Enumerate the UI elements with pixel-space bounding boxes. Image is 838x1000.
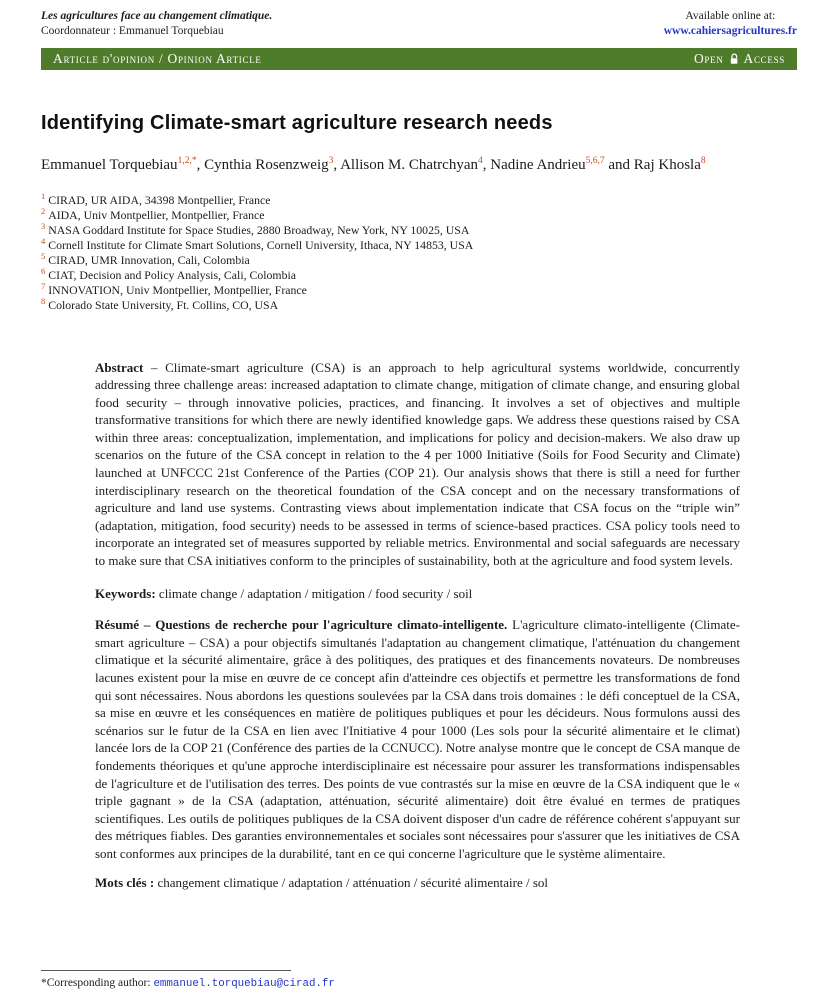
masthead-left (41, 9, 272, 39)
corresponding-author-footnote (41, 970, 335, 992)
open-access-lock-icon (729, 53, 739, 65)
mots-cles-text: changement climatique / adaptation / atténuation / sécurité alimentaire / sol (157, 874, 549, 890)
corresponding-author-line (41, 976, 335, 992)
affiliation-item: $^8$ Colorado State University, Ft. Collins, CO, USA (41, 295, 279, 312)
affiliation-item: $^1$ CIRAD, UR AIDA, 34398 Montpellier, France (41, 190, 271, 207)
abstract-text: – Climate-smart agriculture (CSA) is an approach to help agricultural systems worldwide, concurrently addressing three challenge areas: increased adaptation to climate change, mitigation of climate change, and ensuring global food security – through innovative policies, practices, and financing. It involves a set of objectives and multiple transformative transitions for which there are newly identified knowledge gaps. We address these questions raised by CSA within three areas: conceptualization, implementation, and implications for policy and decision-makers. We also draw up scenarios on the future of the CSA concept in relation to the 4 per 1000 Initiative (Soils for Food Security and Climate) launched at UNFCCC 21st Conference of the Parties (COP 21). Our analysis shows that there is still a need for further interdisciplinary research on the theoretical foundation of the CSA concept and on the necessary transformations of agriculture and land use systems. Contrasting views about implementation indicate that CSA focus on the “triple win” (adaptation, mitigation, food security) needs to be assessed in terms of science-based practices. CSA policy tools need to incorporate an integrated set of measures supported by reliable metrics. Environmental and social safeguards are necessary to make sure that CSA initiatives conform to the principles of sustainability, both at the agriculture and food system levels. (95, 359, 741, 569)
corresponding-author-email[interactable]: emmanuel.torquebiau@cirad.fr (153, 978, 335, 990)
affiliation-item: $^5$ CIRAD, UMR Innovation, Cali, Colombia (41, 250, 250, 267)
abstract-section (95, 359, 740, 892)
masthead (41, 0, 797, 39)
journal-site-link[interactable]: www.cahiersagricultures.fr (663, 25, 797, 37)
available-online-label: Available online at: (685, 10, 776, 22)
access-label: Access (743, 51, 785, 66)
coordinator-line: Coordonnateur : Emmanuel Torquebiau (41, 25, 224, 37)
author: Allison M. Chatrchyan$^4$ (340, 156, 483, 173)
article-title: Identifying Climate-smart agriculture research needs (41, 112, 553, 134)
affiliation-item: $^7$ INNOVATION, Univ Montpellier, Montpellier, France (41, 280, 307, 297)
affiliation-item: $^2$ AIDA, Univ Montpellier, Montpellier, France (41, 205, 265, 222)
mots-cles-line (95, 874, 740, 892)
authors-line: Emmanuel Torquebiau$^{1,2,*}$, Cynthia Rosenzweig$^3$, Allison M. Chatrchyan$^4$, Nadine Andrieu$^{5,6,7}$ and Raj Khosla$^8$ (41, 156, 706, 173)
masthead-right (664, 9, 797, 39)
affiliation-item: $^3$ NASA Goddard Institute for Space Studies, 2880 Broadway, New York, NY 10025, USA (41, 220, 470, 237)
open-label: Open (693, 51, 724, 66)
article-type-banner (41, 48, 797, 70)
keywords-line (95, 585, 740, 603)
keywords-label: Keywords: (95, 585, 156, 601)
abstract-paragraph (95, 359, 740, 570)
affiliations-list (41, 190, 797, 313)
author: Raj Khosla$^8$ (633, 156, 706, 173)
keywords-text: climate change / adaptation / mitigation / food security / soil (158, 585, 473, 601)
author: Nadine Andrieu$^{5,6,7}$ (490, 156, 605, 173)
article-type-label: Article d'opinion / Opinion Article (53, 51, 262, 66)
series-title: Les agricultures face au changement climatique. (41, 10, 273, 22)
resume-text: L'agriculture climato-intelligente (Climate-smart agriculture – CSA) a pour objectifs simultanés l'adaptation au changement climatique, l'atténuation du changement climatique et la sécurité alimentaire, grâce à des politiques, des pratiques et des financements novateurs. De nombreuses lacunes existent pour la mise en œuvre de ce concept afin d'atteindre ces objectifs et permettre les transformations de fond qui sont nécessaires. Nous abordons les questions soulevées par la CSA dans trois domaines : le défi conceptuel de la CSA, sa mise en œuvre et les conséquences en matière de politiques publiques et pour les décideurs. Nous formulons aussi des scénarios sur le futur de la CSA en lien avec l'Initiative 4 pour 1000 (Les sols pour la sécurité alimentaire et le climat) lancée lors de la COP 21 (Conférence des parties de la CCNUCC). Notre analyse montre que le concept de CSA manque de fondements théoriques et qu'une approche interdisciplinaire est nécessaire pour assurer les transformations indispensables de l'agriculture et de l'utilisation des terres. Des points de vue contrastés sur la mise en œuvre de la CSA indiquent que le « triple gagnant » de la CSA (adaptation, atténuation, sécurité alimentaire) doit être évalué en termes de pratiques scientifiques. Les outils de politiques publiques de la CSA doivent disposer d'un cadre de référence cohérent s'appuyant sur des métriques fiables. Des garanties environnementales et sociales sont nécessaires pour s'assurer que les initiatives de CSA sont conformes aux principes de la durabilité, tant en ce qui concerne l'agriculture que le système alimentaire. (95, 617, 740, 861)
resume-paragraph (95, 616, 740, 862)
abstract-label: Abstract (95, 359, 144, 375)
resume-label: Résumé – Questions de recherche pour l'agriculture climato-intelligente. (95, 617, 508, 633)
affiliation-item: $^6$ CIAT, Decision and Policy Analysis, Cali, Colombia (41, 265, 297, 282)
footnote-rule (41, 970, 291, 971)
corresponding-author-label: *Corresponding author: (41, 977, 154, 989)
author: Cynthia Rosenzweig$^3$ (204, 156, 334, 173)
affiliation-item: $^4$ Cornell Institute for Climate Smart Solutions, Cornell University, Ithaca, NY 14853, USA (41, 235, 474, 252)
author: Emmanuel Torquebiau$^{1,2,*}$ (41, 156, 197, 173)
open-access-badge (694, 51, 785, 67)
mots-cles-label: Mots clés : (95, 874, 155, 890)
